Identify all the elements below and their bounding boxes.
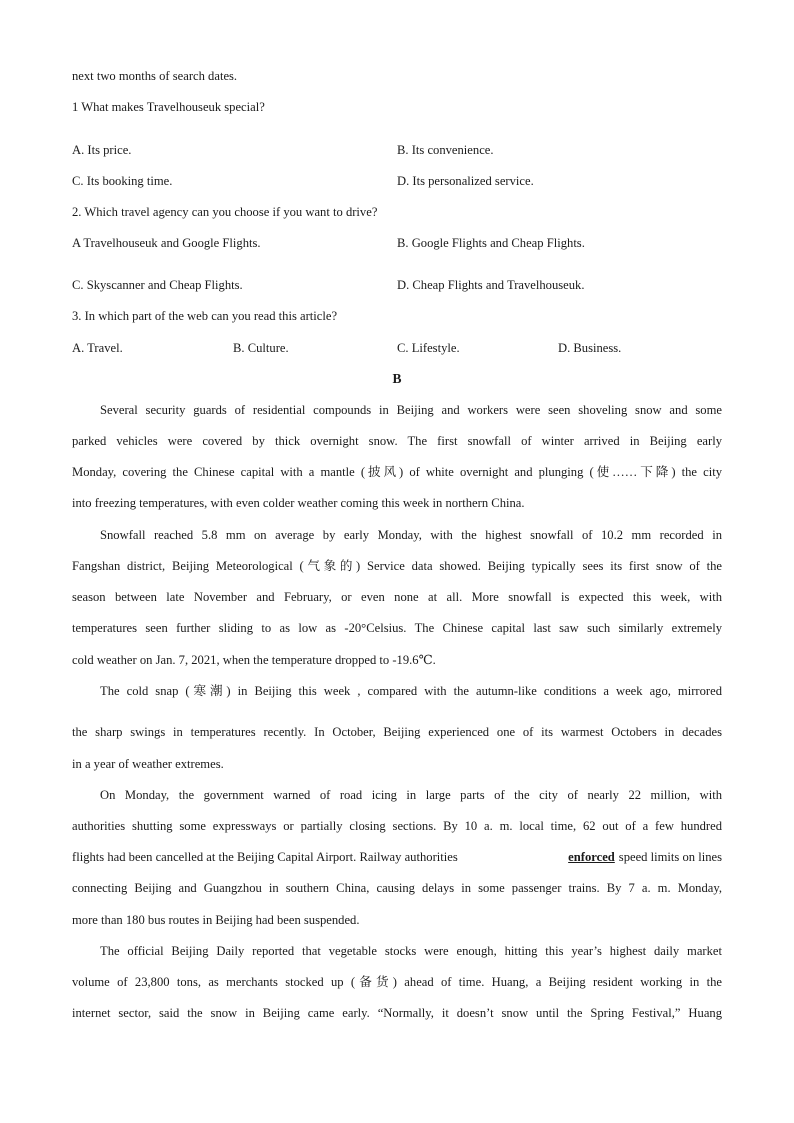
q2-option-a: A Travelhouseuk and Google Flights. <box>72 236 261 250</box>
passage-line: Several security guards of residential compounds in Beijing and workers were seen shoveling snow and some <box>100 403 722 417</box>
q1-option-b: B. Its convenience. <box>397 143 494 157</box>
q3-option-d: D. Business. <box>558 341 622 355</box>
passage-text: speed limits on lines <box>618 850 722 864</box>
passage-line: internet sector, said the snow in Beijing came early. “Normally, it doesn’t snow until the Spring Festival,” Huang <box>72 1006 722 1020</box>
q2-option-d: D. Cheap Flights and Travelhouseuk. <box>397 278 585 292</box>
passage-line: The cold snap (寒潮) in Beijing this week , compared with the autumn-like conditions a week ago, mirrored <box>100 684 722 698</box>
passage-line: Monday, covering the Chinese capital with a mantle (披风) of white overnight and plunging (使……下降) the city <box>72 465 722 479</box>
passage-line: temperatures seen further sliding to as low as -20°Celsius. The Chinese capital last saw such similarly extremely <box>72 621 722 635</box>
q1-option-a: A. Its price. <box>72 143 132 157</box>
question-1: 1 What makes Travelhouseuk special? <box>72 100 265 114</box>
passage-line: volume of 23,800 tons, as merchants stocked up (备货) ahead of time. Huang, a Beijing resident working in the <box>72 975 722 989</box>
passage-line-with-keyword <box>72 849 722 865</box>
passage-line: On Monday, the government warned of road icing in large parts of the city of nearly 22 million, with <box>100 788 722 802</box>
passage-line: in a year of weather extremes. <box>72 757 224 771</box>
q2-option-b: B. Google Flights and Cheap Flights. <box>397 236 585 250</box>
q1-option-c: C. Its booking time. <box>72 174 173 188</box>
q3-option-b: B. Culture. <box>233 341 289 355</box>
underlined-keyword: enforced <box>568 850 615 864</box>
passage-line: authorities shutting some expressways or partially closing sections. By 10 a. m. local time, 62 out of a few hundred <box>72 819 722 833</box>
question-2: 2. Which travel agency can you choose if you want to drive? <box>72 205 378 219</box>
passage-line: Snowfall reached 5.8 mm on average by early Monday, with the highest snowfall of 10.2 mm recorded in <box>100 528 722 542</box>
q2-option-c: C. Skyscanner and Cheap Flights. <box>72 278 243 292</box>
passage-line: more than 180 bus routes in Beijing had been suspended. <box>72 913 360 927</box>
passage-line: cold weather on Jan. 7, 2021, when the temperature dropped to -19.6℃. <box>72 653 436 667</box>
q3-option-a: A. Travel. <box>72 341 123 355</box>
section-b-heading: B <box>392 371 402 386</box>
passage-line: connecting Beijing and Guangzhou in southern China, causing delays in some passenger trains. By 7 a. m. Monday, <box>72 881 722 895</box>
passage-line: The official Beijing Daily reported that vegetable stocks were enough, hitting this year’s highest daily market <box>100 944 722 958</box>
passage-line: Fangshan district, Beijing Meteorological (气象的) Service data showed. Beijing typically sees its first snow of the <box>72 559 722 573</box>
question-3: 3. In which part of the web can you read this article? <box>72 309 338 323</box>
q3-option-c: C. Lifestyle. <box>397 341 460 355</box>
intro-tail-text: next two months of search dates. <box>72 69 238 83</box>
passage-line: into freezing temperatures, with even colder weather coming this week in northern China. <box>72 496 525 510</box>
q1-option-d: D. Its personalized service. <box>397 174 534 188</box>
passage-line: parked vehicles were covered by thick overnight snow. The first snowfall of winter arrived in Beijing early <box>72 434 722 448</box>
passage-line: season between late November and February, or even none at all. More snowfall is expected this week, with <box>72 590 722 604</box>
passage-line: the sharp swings in temperatures recently. In October, Beijing experienced one of its warmest Octobers in decades <box>72 725 722 739</box>
passage-text: flights had been cancelled at the Beijing Capital Airport. Railway authorities <box>72 850 458 864</box>
